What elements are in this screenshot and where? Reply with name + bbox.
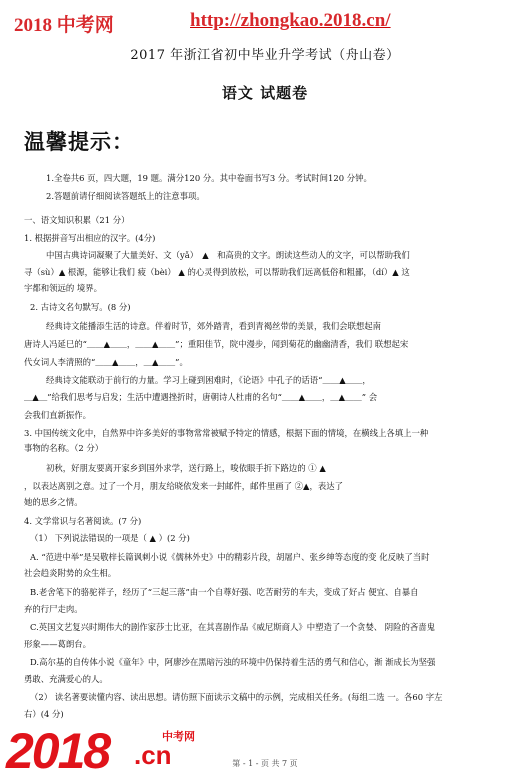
question-text: 经典诗文能播添生活的诗意。伴着时节，郊外踏青，看到青褐丝带的美景，我们会联想起南	[46, 321, 381, 331]
question-text: 会我们直新振作。	[24, 410, 91, 420]
option-a: 社会趋炎附势的众生相。	[24, 568, 117, 578]
question-text: ，以表达离别之意。过了一个月，朋友给晓依发来一封邮件，邮件里画了 ②▲，表达了	[24, 481, 343, 491]
question-text: 宇都和领远的 境界。	[24, 283, 103, 293]
option-a: A. “范进中举”是吴敬梓长篇讽刺小说《儒林外史》中的精彩片段，胡屠户、张乡绅等态度的变 化反映了当时	[30, 552, 430, 562]
instruction-line: 1.全卷共6 页，四大题，19 题。满分120 分。其中卷面书写3 分。考试时间120 分钟。	[46, 173, 372, 183]
question-text: 唐诗人冯延巳的“＿＿▲＿＿，＿＿▲＿＿”；重阳佳节，院中漫步，闻到菊花的幽幽清香，我们 联想起宋	[24, 339, 409, 349]
section-heading: 一、语文知识积累（21 分）	[24, 215, 130, 225]
option-c: C.英国文艺复兴时期伟大的剧作家莎士比亚，在其喜剧作品《威尼斯商人》中塑造了一个贪婪、 阴险的吝啬鬼	[30, 622, 436, 632]
question-text: （2） 读名著要读懂内容、读出思想。请仿照下面读示文稿中的示例，完成相关任务。(每组二选 一。各60 字左	[30, 692, 443, 702]
logo-zhongkao-text: 中考网	[162, 730, 195, 743]
notice-title: 温馨提示：	[24, 129, 134, 154]
option-d: D.高尔基的自传体小说《童年》中，阿廖沙在黑暗污浊的环境中仍保持着生活的勇气和信心，渐 渐成长为坚强	[30, 657, 436, 667]
logo-number: 2018	[6, 723, 110, 779]
exam-title: 2017 年浙江省初中毕业升学考试（舟山卷）	[130, 48, 400, 63]
question-title: 4. 文学常识与名著阅读。(7 分)	[24, 516, 142, 526]
question-title: 3. 中国传统文化中，自然界中许多美好的事物常常被赋予特定的情感，根据下面的情境，在横线上各填上一种	[24, 428, 429, 438]
question-text: 中国古典诗词凝聚了大量美好、文（yǎ） ▲ 和高贵的文字。朗读这些动人的文字，可以帮助我们	[46, 250, 410, 260]
page-number: 第 - 1 - 页 共 7 页	[232, 759, 298, 768]
option-b: 弃的行尸走肉。	[24, 604, 83, 614]
option-c: 形象——葛朗台。	[24, 639, 91, 649]
question-text: 经典诗文能联动于前行的力量。学习上碰到困难时，《论语》中孔子的话语“＿＿▲＿＿，	[46, 375, 371, 385]
question-text: 她的思乡之情。	[24, 497, 83, 507]
site-brand: 2018 中考网	[14, 15, 114, 36]
question-text: 代女词人李清照的“＿＿▲＿＿，＿▲＿＿”。	[24, 357, 188, 367]
paper-name: 语文 试题卷	[221, 84, 309, 102]
question-title: 2. 古诗文名句默写。(8 分)	[30, 302, 131, 312]
option-b: B.老舍笔下的骆驼祥子，经历了“三起三落”由一个自尊好强、吃苦耐劳的车夫，变成了好占 便宜、自暴自	[30, 587, 419, 597]
question-text: （1） 下列说法错误的一项是（ ▲ ）(2 分)	[30, 533, 190, 543]
question-text: 右）(4 分)	[24, 709, 64, 719]
option-d: 勇敢、充满爱心的人。	[24, 674, 108, 684]
question-text: 寻（sù）▲ 根源，能够让我们 疲（bèi） ▲ 的心灵得到放松，可以帮助我们远离低俗和粗鄙，（dí）▲ 这	[24, 267, 410, 277]
question-text: 事物的名称。（2 分）	[24, 443, 104, 453]
question-title: 1. 根据拼音写出相应的汉字。(4分)	[24, 233, 156, 243]
question-text: 初秋，好朋友要离开家乡到国外求学，送行路上，唆依眼手折下路边的 ① ▲	[46, 463, 326, 473]
question-text: ＿▲＿”给我们思考与启发；生活中遭遇挫折时，唐朝诗人杜甫的名句“＿＿▲＿＿，＿▲＿＿” 会	[24, 392, 378, 402]
zhongkao-logo	[6, 722, 226, 778]
instruction-line: 2.答题前请仔细阅读答题纸上的注意事项。	[46, 191, 205, 201]
site-url-link[interactable]: http://zhongkao.2018.cn/	[190, 10, 391, 31]
logo-domain: .cn	[134, 740, 172, 770]
site-header	[14, 8, 514, 34]
